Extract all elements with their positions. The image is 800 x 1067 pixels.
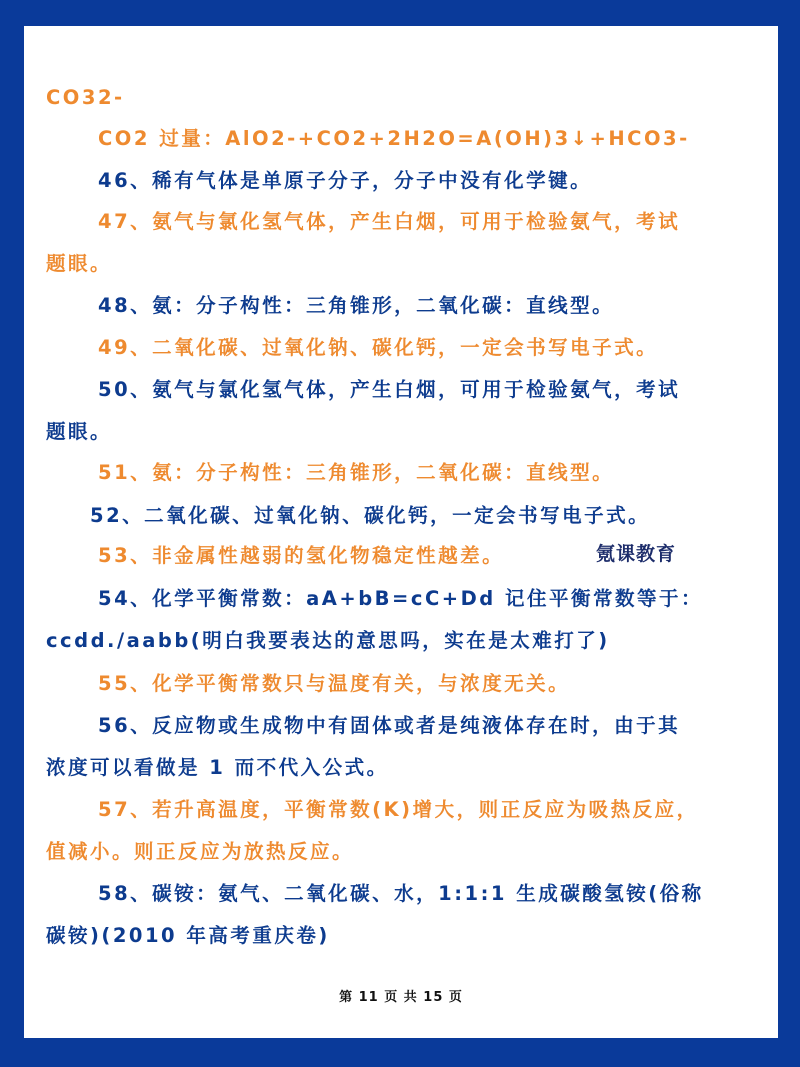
text-line-4: 47、氨气与氯化氢气体，产生白烟，可用于检验氨气，考试 bbox=[98, 210, 681, 233]
text-line-12: 53、非金属性越弱的氢化物稳定性越差。 bbox=[98, 544, 505, 567]
text-line-16: 56、反应物或生成物中有固体或者是纯液体存在时，由于其 bbox=[98, 714, 681, 737]
text-line-18: 57、若升高温度，平衡常数(K)增大，则正反应为吸热反应， bbox=[98, 798, 699, 821]
text-line-1: CO32- bbox=[46, 86, 125, 109]
text-line-11: 52、二氧化碳、过氧化钠、碳化钙，一定会书写电子式。 bbox=[90, 504, 651, 527]
text-line-2: CO2 过量：AlO2-+CO2+2H2O=A(OH)3↓+HCO3- bbox=[98, 127, 690, 150]
text-line-14: ccdd./aabb(明白我要表达的意思吗，实在是太难打了) bbox=[46, 629, 610, 652]
text-line-21: 碳铵)(2010 年高考重庆卷) bbox=[46, 924, 330, 947]
text-line-19: 值减小。则正反应为放热反应。 bbox=[46, 840, 355, 863]
text-line-5: 题眼。 bbox=[46, 252, 113, 275]
text-line-7: 49、二氧化碳、过氧化钠、碳化钙，一定会书写电子式。 bbox=[98, 336, 659, 359]
document-page bbox=[24, 26, 778, 1038]
text-line-13: 54、化学平衡常数：aA+bB=cC+Dd 记住平衡常数等于： bbox=[98, 587, 704, 610]
page-footer: 第 11 页 共 15 页 bbox=[339, 990, 463, 1005]
text-line-8: 50、氨气与氯化氢气体，产生白烟，可用于检验氨气，考试 bbox=[98, 378, 681, 401]
text-line-6: 48、氨：分子构性：三角锥形，二氧化碳：直线型。 bbox=[98, 294, 615, 317]
text-line-10: 51、氨：分子构性：三角锥形，二氧化碳：直线型。 bbox=[98, 461, 615, 484]
text-line-3: 46、稀有气体是单原子分子，分子中没有化学键。 bbox=[98, 169, 593, 192]
text-line-9: 题眼。 bbox=[46, 420, 113, 443]
text-line-17: 浓度可以看做是 1 而不代入公式。 bbox=[46, 756, 389, 779]
text-line-20: 58、碳铵：氨气、二氧化碳、水，1:1:1 生成碳酸氢铵(俗称 bbox=[98, 882, 704, 905]
watermark-text: 氪课教育 bbox=[596, 543, 677, 565]
text-line-15: 55、化学平衡常数只与温度有关，与浓度无关。 bbox=[98, 672, 571, 695]
